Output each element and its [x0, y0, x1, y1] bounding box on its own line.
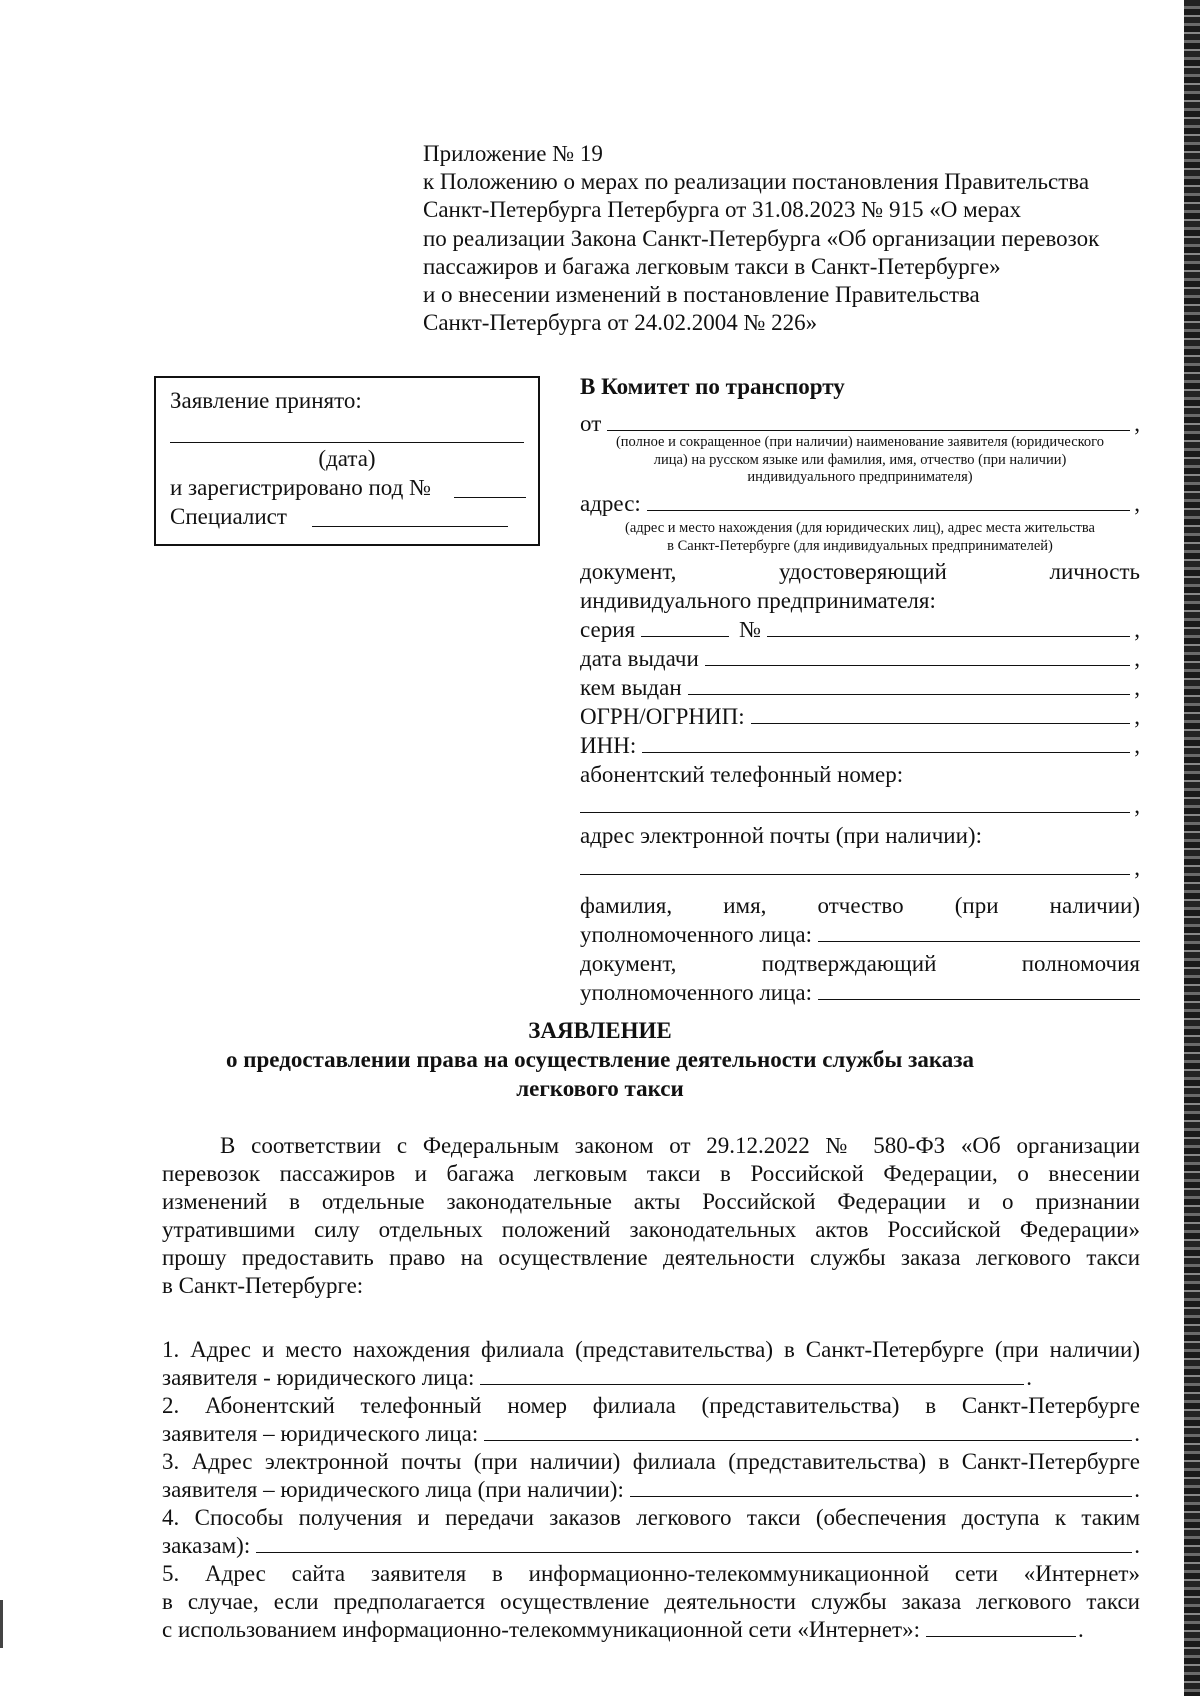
representative-line1 [580, 892, 1140, 920]
statement-body [162, 1132, 1140, 1300]
scan-edge-mark [0, 1600, 3, 1648]
word: документ, [580, 559, 677, 584]
item-label: заявителя – юридического лица (при наличии): [162, 1477, 624, 1502]
item-3 [162, 1448, 1140, 1504]
series-input-line[interactable] [641, 616, 729, 637]
comma: , [1134, 646, 1140, 671]
address-label: адрес: [580, 491, 641, 516]
series-number-field[interactable] [580, 616, 1140, 644]
comma: , [1134, 617, 1140, 642]
address-hint-line: в Санкт-Петербурге (для индивидуальных предпринимателей) [667, 537, 1053, 554]
authority-doc-line1 [580, 950, 1140, 978]
ogrn-label: ОГРН/ОГРНИП: [580, 704, 745, 729]
stamp-date-line[interactable] [170, 442, 524, 443]
item-2 [162, 1392, 1140, 1448]
email-field[interactable] [580, 854, 1140, 882]
address-hint [580, 520, 1140, 555]
stamp-registered-label: и зарегистрировано под № [170, 475, 432, 500]
item-5 [162, 1560, 1140, 1644]
email-label-row [580, 822, 1140, 850]
appendix-line: по реализации Закона Санкт-Петербурга «Об организации перевозок [423, 225, 1100, 251]
item-label: заявителя - юридического лица: [162, 1365, 475, 1390]
appendix-header [423, 140, 1143, 337]
representative-input-line[interactable] [818, 921, 1140, 942]
from-hint-line: лица) на русском языке или фамилия, имя, отчество (при наличии) [653, 451, 1067, 468]
item-text: 4. Способы получения и передачи заказов легкового такси (обеспечения доступа к таким [162, 1505, 1140, 1530]
item-text: 3. Адрес электронной почты (при наличии) филиала (представительства) в Санкт-Петербурге [162, 1449, 1140, 1474]
number-label: № [739, 617, 762, 642]
body-line: В соответствии с Федеральным законом от 29.12.2022 № 580-ФЗ «Об организации [220, 1133, 1140, 1158]
registration-stamp-box [154, 376, 540, 546]
item-end: . [1134, 1477, 1140, 1502]
word: фамилия, [580, 893, 673, 918]
body-line: изменений в отдельные законодательные акты Российской Федерации и о признании [162, 1189, 1140, 1214]
item-end: . [1134, 1533, 1140, 1558]
stamp-specialist-label: Специалист [170, 504, 287, 529]
email-input-line[interactable] [580, 854, 1130, 875]
appendix-line: к Положению о мерах по реализации постановления Правительства [423, 169, 1090, 195]
inn-label: ИНН: [580, 733, 637, 758]
item-label: заказам): [162, 1533, 251, 1558]
item-1 [162, 1336, 1140, 1392]
word: имя, [723, 893, 767, 918]
phone-label-row [580, 761, 1140, 789]
stamp-date-label: (дата) [318, 446, 376, 471]
id-document-line1 [580, 558, 1140, 586]
id-document-line2: индивидуального предпринимателя: [580, 588, 936, 613]
comma: , [1134, 411, 1140, 436]
comma: , [1134, 704, 1140, 729]
authority-doc-field[interactable] [580, 979, 1140, 1007]
body-line: перевозок пассажиров и багажа легковым такси в Российской Федерации, о внесении [162, 1161, 1140, 1186]
addressee-title: В Комитет по транспорту [580, 374, 845, 399]
inn-input-line[interactable] [642, 732, 1130, 753]
scan-edge [1184, 0, 1200, 1696]
representative-field[interactable] [580, 921, 1140, 949]
appendix-line: и о внесении изменений в постановление Правительства [423, 282, 980, 308]
word: полномочия [1021, 951, 1140, 976]
item-label: с использованием информационно-телекоммуникационной сети «Интернет»: [162, 1617, 920, 1642]
item-label: заявителя – юридического лица: [162, 1421, 479, 1446]
from-hint-line: индивидуального предпринимателя) [747, 469, 973, 485]
word: наличии) [1049, 893, 1140, 918]
appendix-line: пассажиров и багажа легковым такси в Санкт-Петербурге» [423, 253, 1001, 279]
word: отчество [817, 893, 904, 918]
word: удостоверяющий [779, 559, 947, 584]
comma: , [1134, 675, 1140, 700]
appendix-line: Санкт-Петербурга от 24.02.2004 № 226» [423, 310, 818, 336]
comma: , [1134, 733, 1140, 758]
phone-field[interactable] [580, 792, 1140, 820]
address-field[interactable] [580, 490, 1140, 518]
word: подтверждающий [761, 951, 937, 976]
comma: , [1134, 793, 1140, 818]
statement-title: ЗАЯВЛЕНИЕ [528, 1018, 672, 1043]
appendix-line: Приложение № 19 [423, 141, 603, 166]
appendix-line: Санкт-Петербурга Петербурга от 31.08.2023 № 915 «О мерах [423, 197, 1022, 223]
issued-by-label: кем выдан [580, 675, 682, 700]
item-4-input-line[interactable] [256, 1532, 1132, 1553]
issue-date-field[interactable] [580, 645, 1140, 673]
comma: , [1134, 855, 1140, 880]
item-3-input-line[interactable] [630, 1476, 1132, 1497]
number-input-line[interactable] [767, 616, 1130, 637]
email-label: адрес электронной почты (при наличии): [580, 823, 982, 848]
body-line: утратившими силу отдельных положений законодательных актов Российской Федерации» [162, 1217, 1140, 1242]
item-text: 1. Адрес и место нахождения филиала (представительства) в Санкт-Петербурге (при наличии) [162, 1337, 1140, 1362]
from-input-line[interactable] [607, 410, 1130, 431]
item-end: . [1077, 1617, 1084, 1642]
statement-subtitle-line1: о предоставлении права на осуществление деятельности службы заказа [226, 1047, 974, 1072]
from-hint-line: (полное и сокращенное (при наличии) наименование заявителя (юридического [615, 434, 1105, 450]
issue-date-label: дата выдачи [580, 646, 699, 671]
stamp-accepted-label: Заявление принято: [170, 388, 362, 413]
item-1-input-line[interactable] [480, 1364, 1024, 1385]
phone-input-line[interactable] [580, 792, 1130, 813]
word: личность [1049, 559, 1140, 584]
ogrn-input-line[interactable] [751, 703, 1131, 724]
item-end: . [1026, 1365, 1032, 1390]
from-label: от [580, 411, 602, 436]
item-text: 5. Адрес сайта заявителя в информационно-телекоммуникационной сети «Интернет» [162, 1561, 1140, 1586]
item-text: в случае, если предполагается осуществление деятельности службы заказа легкового такси [162, 1589, 1140, 1614]
item-end: . [1134, 1421, 1140, 1446]
body-line: прошу предоставить право на осуществление деятельности службы заказа легкового такси [162, 1245, 1140, 1270]
item-text: 2. Абонентский телефонный номер филиала (представительства) в Санкт-Петербурге [162, 1393, 1140, 1418]
inn-field[interactable] [580, 732, 1140, 760]
representative-label: уполномоченного лица: [580, 922, 813, 947]
authority-doc-label: уполномоченного лица: [580, 980, 813, 1005]
item-5-input-line[interactable] [926, 1616, 1076, 1637]
phone-label: абонентский телефонный номер: [580, 762, 904, 787]
issued-by-input-line[interactable] [688, 674, 1131, 695]
word: документ, [580, 951, 677, 976]
item-2-input-line[interactable] [484, 1420, 1132, 1441]
body-line: в Санкт-Петербурге: [162, 1273, 364, 1298]
issued-by-field[interactable] [580, 674, 1140, 702]
word: (при [954, 893, 999, 918]
item-4 [162, 1504, 1140, 1560]
comma: , [1134, 491, 1140, 516]
authority-doc-input-line[interactable] [818, 979, 1140, 1000]
issue-date-input-line[interactable] [705, 645, 1130, 666]
address-input-line[interactable] [647, 490, 1130, 511]
series-label: серия [580, 617, 636, 642]
address-hint-line: (адрес и место нахождения (для юридических лиц), адрес места жительства [625, 520, 1095, 536]
ogrn-field[interactable] [580, 703, 1140, 731]
from-hint [580, 434, 1140, 487]
stamp-specialist-line[interactable] [312, 526, 508, 527]
stamp-reg-number-line[interactable] [454, 497, 526, 498]
statement-subtitle-line2: легкового такси [516, 1076, 684, 1101]
